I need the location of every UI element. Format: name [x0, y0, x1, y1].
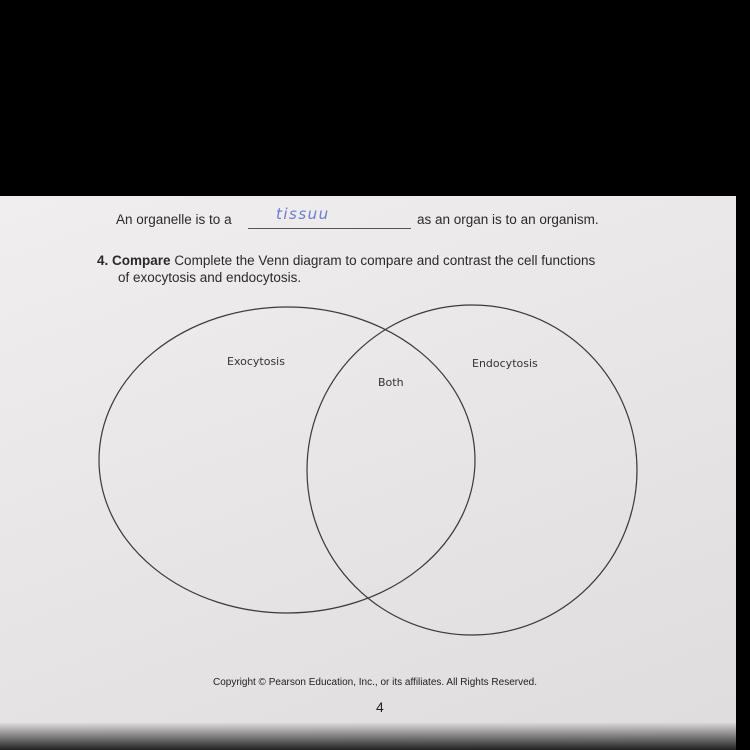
venn-right-label: Endocytosis [472, 357, 538, 370]
question-number: 4. [97, 253, 109, 268]
venn-overlap-label: Both [378, 376, 404, 389]
venn-left-circle[interactable] [99, 307, 475, 613]
handwritten-answer: tissuu [276, 205, 330, 223]
page-number: 4 [376, 699, 384, 715]
venn-right-circle[interactable] [307, 305, 637, 635]
question-text-line2: of exocytosis and endocytosis. [118, 270, 302, 285]
copyright-footer: Copyright © Pearson Education, Inc., or its affiliates. All Rights Reserved. [212, 677, 537, 688]
question-lead: Compare [112, 253, 171, 268]
venn-left-label: Exocytosis [227, 355, 285, 368]
question-text-line1: Complete the Venn diagram to compare and contrast the cell functions [174, 253, 596, 268]
analogy-before: An organelle is to a [116, 212, 232, 227]
page-shadow [0, 722, 750, 750]
analogy-after: as an organ is to an organism. [417, 212, 599, 227]
